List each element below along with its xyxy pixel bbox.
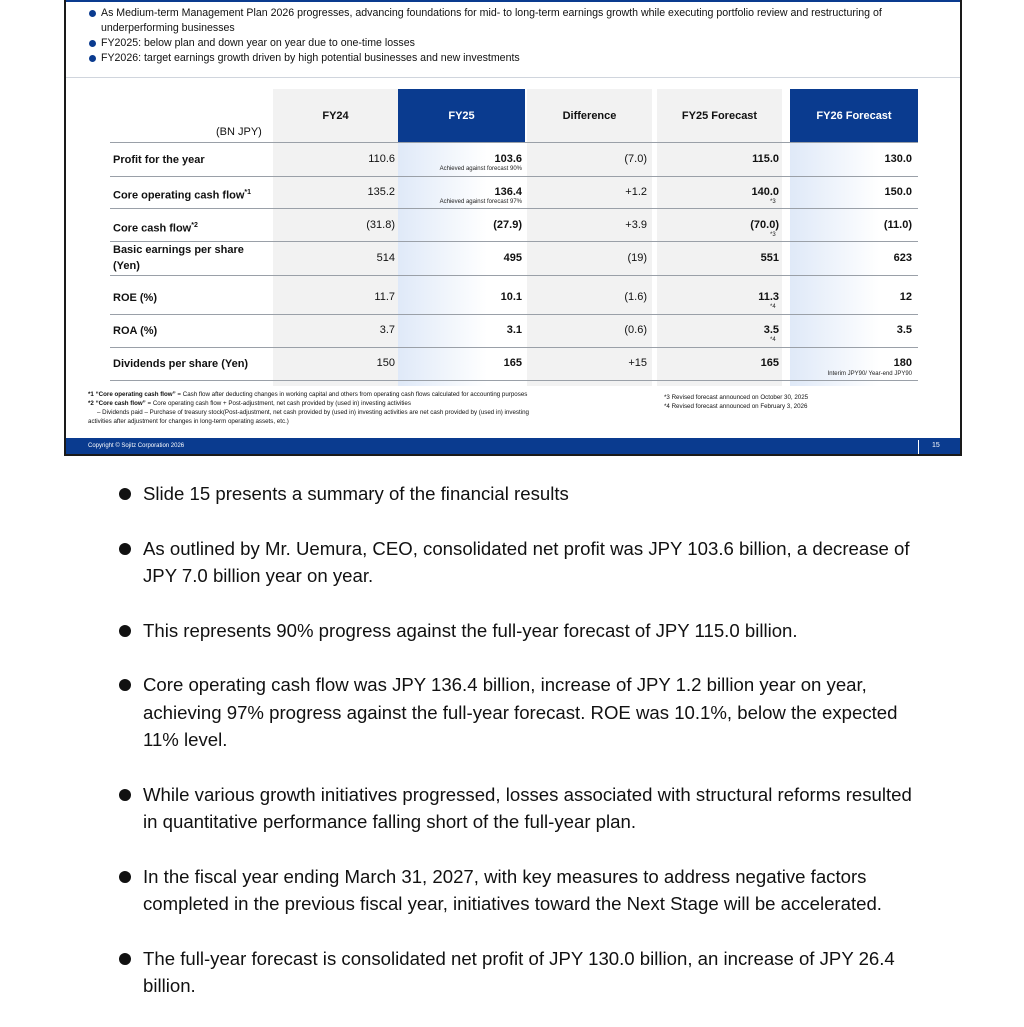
table-cell: 3.1 — [506, 324, 522, 336]
footnote-4: *4 Revised forecast announced on February 3, 2026 — [664, 403, 808, 410]
table-cell: (19) — [627, 252, 647, 264]
table-rule — [110, 275, 918, 276]
table-cell: 115.0 — [752, 153, 779, 165]
slide-top-rule — [66, 0, 960, 2]
column-header-fy26-forecast: FY26 Forecast — [790, 89, 918, 142]
cell-annotation: Achieved against forecast 90% — [439, 166, 522, 172]
footnote-3: *3 Revised forecast announced on October 30, 2025 — [664, 394, 809, 401]
footnote-2: *2 “Core cash flow” = Core operating cash flow + Post-adjustment, net cash provided by (used in) investing activities — [88, 400, 411, 407]
note-item: The full-year forecast is consolidated net profit of JPY 130.0 billion, an increase of JPY 26.4 billion. — [116, 945, 916, 1000]
divider — [918, 440, 919, 454]
bullet-dot-icon — [119, 625, 131, 637]
table-unit: (BN JPY) — [216, 126, 262, 138]
footnote-mark: *3 — [770, 199, 776, 205]
table-cell: 3.5 — [763, 324, 779, 336]
copyright: Copyright © Sojitz Corporation 2026 — [88, 443, 185, 449]
bullet-dot-icon — [89, 10, 96, 17]
table-cell: +3.9 — [625, 219, 647, 231]
table-cell: (0.6) — [624, 324, 647, 336]
table-cell: +1.2 — [625, 186, 647, 198]
table-rule — [110, 314, 918, 315]
table-cell: (11.0) — [883, 219, 912, 231]
footnote-mark: *4 — [770, 304, 776, 310]
cell-annotation: Achieved against forecast 97% — [439, 199, 522, 205]
column-header-fy25: FY25 — [398, 89, 525, 142]
table-rule — [110, 208, 918, 209]
table-cell: 136.4 — [494, 186, 522, 198]
row-label-roe: ROE (%) — [113, 292, 157, 304]
table-cell: 130.0 — [884, 153, 912, 165]
table-cell: 165 — [503, 357, 522, 369]
table-rule — [110, 176, 918, 177]
table-cell: 10.1 — [500, 291, 522, 303]
table-cell: 3.7 — [379, 324, 395, 336]
bullet-dot-icon — [119, 679, 131, 691]
slide-summary-bullets — [88, 6, 948, 66]
row-label-profit: Profit for the year — [113, 154, 205, 166]
note-item: Core operating cash flow was JPY 136.4 billion, increase of JPY 1.2 billion year on year, achieving 97% progress against the full-year forecast. ROE was 10.1%, below the expected 11% level. — [116, 671, 916, 754]
bullet-dot-icon — [89, 55, 96, 62]
table-cell: (27.9) — [493, 219, 522, 231]
table-cell: 150 — [376, 357, 395, 369]
table-cell: 3.5 — [896, 324, 912, 336]
row-label-core-cash-flow: Core cash flow$^{*2}$ — [113, 222, 198, 235]
cell-annotation: Interim JPY90/ Year-end JPY90 — [827, 371, 912, 377]
table-rule — [110, 380, 918, 381]
summary-bullet: As Medium-term Management Plan 2026 progresses, advancing foundations for mid- to long-term earnings growth while executing portfolio review and restructuring of underperforming businesses — [88, 6, 948, 36]
bullet-dot-icon — [119, 789, 131, 801]
footnote-mark: *3 — [770, 232, 776, 238]
row-label-dividends: Dividends per share (Yen) — [113, 358, 249, 370]
column-header-fy24: FY24 — [322, 109, 349, 122]
table-cell: 110.6 — [368, 153, 395, 165]
table-cell: 150.0 — [884, 186, 912, 198]
footnote-mark: *4 — [770, 337, 776, 343]
table-cell: 12 — [899, 291, 912, 303]
table-rule — [110, 347, 918, 348]
table-cell: 11.3 — [758, 291, 779, 303]
row-label-basic-eps: Basic earnings per share (Yen) — [113, 244, 244, 272]
row-label-roa: ROA (%) — [113, 325, 158, 337]
bullet-dot-icon — [119, 543, 131, 555]
table-cell: 514 — [376, 252, 395, 264]
table-cell: 11.7 — [374, 291, 395, 303]
bullet-dot-icon — [119, 953, 131, 965]
table-cell: 180 — [893, 357, 912, 369]
footnote-2-cont: – Dividends paid – Purchase of treasury stock(Post-adjustment, net cash provided by (used in) investing activities are net cash provided by (used in) investing — [97, 409, 529, 416]
bullet-dot-icon — [119, 871, 131, 883]
bullet-dot-icon — [89, 40, 96, 47]
column-header-fy25-forecast: FY25 Forecast — [681, 109, 758, 122]
table-cell: (70.0) — [750, 219, 779, 231]
note-item: Slide 15 presents a summary of the financial results — [116, 480, 916, 508]
table-cell: +15 — [628, 357, 647, 369]
note-item: As outlined by Mr. Uemura, CEO, consolidated net profit was JPY 103.6 billion, a decrease of JPY 7.0 billion year on year. — [116, 535, 916, 590]
table-cell: (1.6) — [624, 291, 647, 303]
bullet-dot-icon — [119, 488, 131, 500]
note-item: In the fiscal year ending March 31, 2027, with key measures to address negative factors completed in the previous fiscal year, initiatives toward the Next Stage will be accelerated. — [116, 863, 916, 918]
table-cell: 623 — [893, 252, 912, 264]
row-label-core-operating-cash-flow: Core operating cash flow$^{*1}$ — [113, 189, 252, 202]
speaker-notes — [116, 480, 916, 1027]
table-cell: 135.2 — [367, 186, 395, 198]
footnote-2-cont: activities after adjustment for changes in long-term operating assets, etc.) — [88, 418, 289, 425]
summary-bullet: FY2026: target earnings growth driven by high potential businesses and new investments — [88, 51, 948, 66]
table-cell: (7.0) — [624, 153, 647, 165]
table-rule — [110, 142, 918, 143]
divider — [66, 77, 960, 78]
note-item: While various growth initiatives progressed, losses associated with structural reforms resulted in quantitative performance falling short of the full-year plan. — [116, 781, 916, 836]
table-cell: (31.8) — [366, 219, 395, 231]
table-cell: 140.0 — [751, 186, 779, 198]
footnote-1: *1 “Core operating cash flow” = Cash flow after deducting changes in working capital and others from operating cash flows calculated for accounting purposes — [88, 391, 528, 398]
table-cell: 551 — [760, 252, 779, 264]
table-cell: 165 — [760, 357, 779, 369]
slide-footer — [66, 438, 960, 456]
table-cell: 103.6 — [494, 153, 522, 165]
presentation-slide — [64, 0, 962, 456]
summary-bullet: FY2025: below plan and down year on year due to one-time losses — [88, 36, 948, 51]
table-cell: 495 — [503, 252, 522, 264]
column-header-difference: Difference — [562, 109, 617, 122]
page-number: 15 — [932, 442, 940, 449]
note-item: This represents 90% progress against the full-year forecast of JPY 115.0 billion. — [116, 617, 916, 645]
